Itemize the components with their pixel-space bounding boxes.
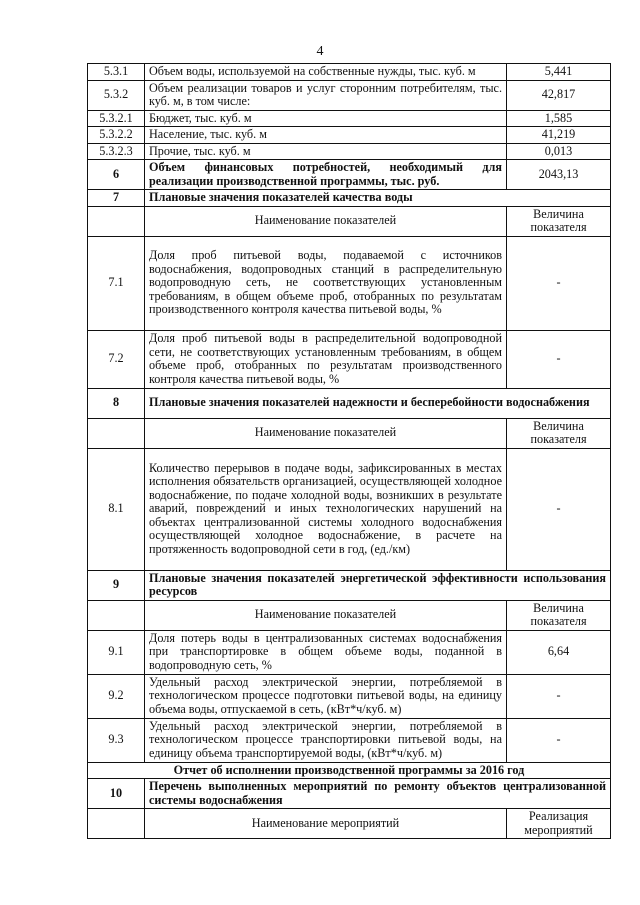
row-number: 5.3.2 (88, 80, 145, 110)
row-value: 5,441 (507, 64, 611, 81)
section-row (88, 779, 611, 809)
section-title: Плановые значения показателей качества воды (145, 190, 611, 207)
column-header-row (88, 418, 611, 448)
table-row (88, 718, 611, 762)
section-number: 9 (88, 570, 145, 600)
row-description: Объем воды, используемой на собственные нужды, тыс. куб. м (145, 64, 507, 81)
row-description: Доля проб питьевой воды, подаваемой с источников водоснабжения, водопроводных станций в распределительную водопроводную сеть, не соответствующих установленным требованиям, в общем объеме проб, отобранных по результатам производственного контроля качества питьевой воды, % (145, 236, 507, 330)
section-title: Плановые значения показателей надежности и бесперебойности водоснабжения (145, 388, 611, 418)
table-row (88, 110, 611, 127)
section-number: 8 (88, 388, 145, 418)
table-row (88, 448, 611, 570)
row-description: Население, тыс. куб. м (145, 127, 507, 144)
row-number: 5.3.2.2 (88, 127, 145, 144)
row-number: 9.2 (88, 674, 145, 718)
row-number: 7.1 (88, 236, 145, 330)
section-title: Перечень выполненных мероприятий по ремонту объектов централизованной системы водоснабжения (145, 779, 611, 809)
row-description: Удельный расход электрической энергии, потребляемой в технологическом процессе подготовки питьевой воды, на единицу объема воды, отпускаемой в сеть, (кВт*ч/куб. м) (145, 674, 507, 718)
row-value: 2043,13 (507, 160, 611, 190)
column-header-row (88, 809, 611, 839)
row-value: - (507, 674, 611, 718)
header-spacer (88, 418, 145, 448)
header-value: Реализация мероприятий (507, 809, 611, 839)
row-value: - (507, 718, 611, 762)
section-title: Плановые значения показателей энергетической эффективности использования ресурсов (145, 570, 611, 600)
report-title: Отчет об исполнении производственной программы за 2016 год (88, 762, 611, 779)
header-name: Наименование показателей (145, 206, 507, 236)
column-header-row (88, 206, 611, 236)
header-spacer (88, 600, 145, 630)
row-description: Объем реализации товаров и услуг сторонним потребителям, тыс. куб. м, в том числе: (145, 80, 507, 110)
row-value: 42,817 (507, 80, 611, 110)
section-number: 10 (88, 779, 145, 809)
table-row (88, 330, 611, 388)
header-spacer (88, 809, 145, 839)
row-number: 5.3.2.1 (88, 110, 145, 127)
row-value: - (507, 236, 611, 330)
header-value: Величина показателя (507, 418, 611, 448)
row-description: Удельный расход электрической энергии, потребляемой в технологическом процессе транспортировки питьевой воды, на единицу объема транспортируемой воды, (кВт*ч/куб. м) (145, 718, 507, 762)
row-number: 9.3 (88, 718, 145, 762)
row-description: Объем финансовых потребностей, необходимый для реализации производственной программы, тыс. руб. (145, 160, 507, 190)
row-number: 6 (88, 160, 145, 190)
header-value: Величина показателя (507, 206, 611, 236)
table-row (88, 236, 611, 330)
row-number: 5.3.2.3 (88, 143, 145, 160)
row-value: 0,013 (507, 143, 611, 160)
program-table (87, 63, 611, 839)
row-description: Прочие, тыс. куб. м (145, 143, 507, 160)
row-number: 5.3.1 (88, 64, 145, 81)
row-value: 6,64 (507, 630, 611, 674)
header-name: Наименование показателей (145, 600, 507, 630)
row-value: 41,219 (507, 127, 611, 144)
row-description: Бюджет, тыс. куб. м (145, 110, 507, 127)
program-table-body (88, 64, 611, 839)
table-row (88, 160, 611, 190)
row-description: Количество перерывов в подаче воды, зафиксированных в местах исполнения обязательств организацией, осуществляющей холодное водоснабжение, по подаче холодной воды, возникших в результате аварий, повреждений и иных технологических нарушений на объектах централизованной системы холодного водоснабжения осуществляющей холодное водоснабжение, в расчете на протяженность водопроводной сети в год, (ед./км) (145, 448, 507, 570)
table-row (88, 630, 611, 674)
header-name: Наименование мероприятий (145, 809, 507, 839)
table-row (88, 80, 611, 110)
column-header-row (88, 600, 611, 630)
table-row (88, 64, 611, 81)
row-description: Доля проб питьевой воды в распределительной водопроводной сети, не соответствующих установленным требованиям, в общем объеме проб, отобранных по результатам производственного контроля качества питьевой воды, % (145, 330, 507, 388)
header-name: Наименование показателей (145, 418, 507, 448)
row-number: 7.2 (88, 330, 145, 388)
header-spacer (88, 206, 145, 236)
table-row (88, 143, 611, 160)
row-value: 1,585 (507, 110, 611, 127)
header-value: Величина показателя (507, 600, 611, 630)
table-row (88, 127, 611, 144)
page-number: 4 (316, 44, 324, 59)
report-title-row (88, 762, 611, 779)
section-number: 7 (88, 190, 145, 207)
row-value: - (507, 330, 611, 388)
section-row (88, 570, 611, 600)
section-row (88, 388, 611, 418)
table-row (88, 674, 611, 718)
row-value: - (507, 448, 611, 570)
row-description: Доля потерь воды в централизованных системах водоснабжения при транспортировке в общем объеме воды, поданной в водопроводную сеть, % (145, 630, 507, 674)
section-row (88, 190, 611, 207)
row-number: 8.1 (88, 448, 145, 570)
row-number: 9.1 (88, 630, 145, 674)
